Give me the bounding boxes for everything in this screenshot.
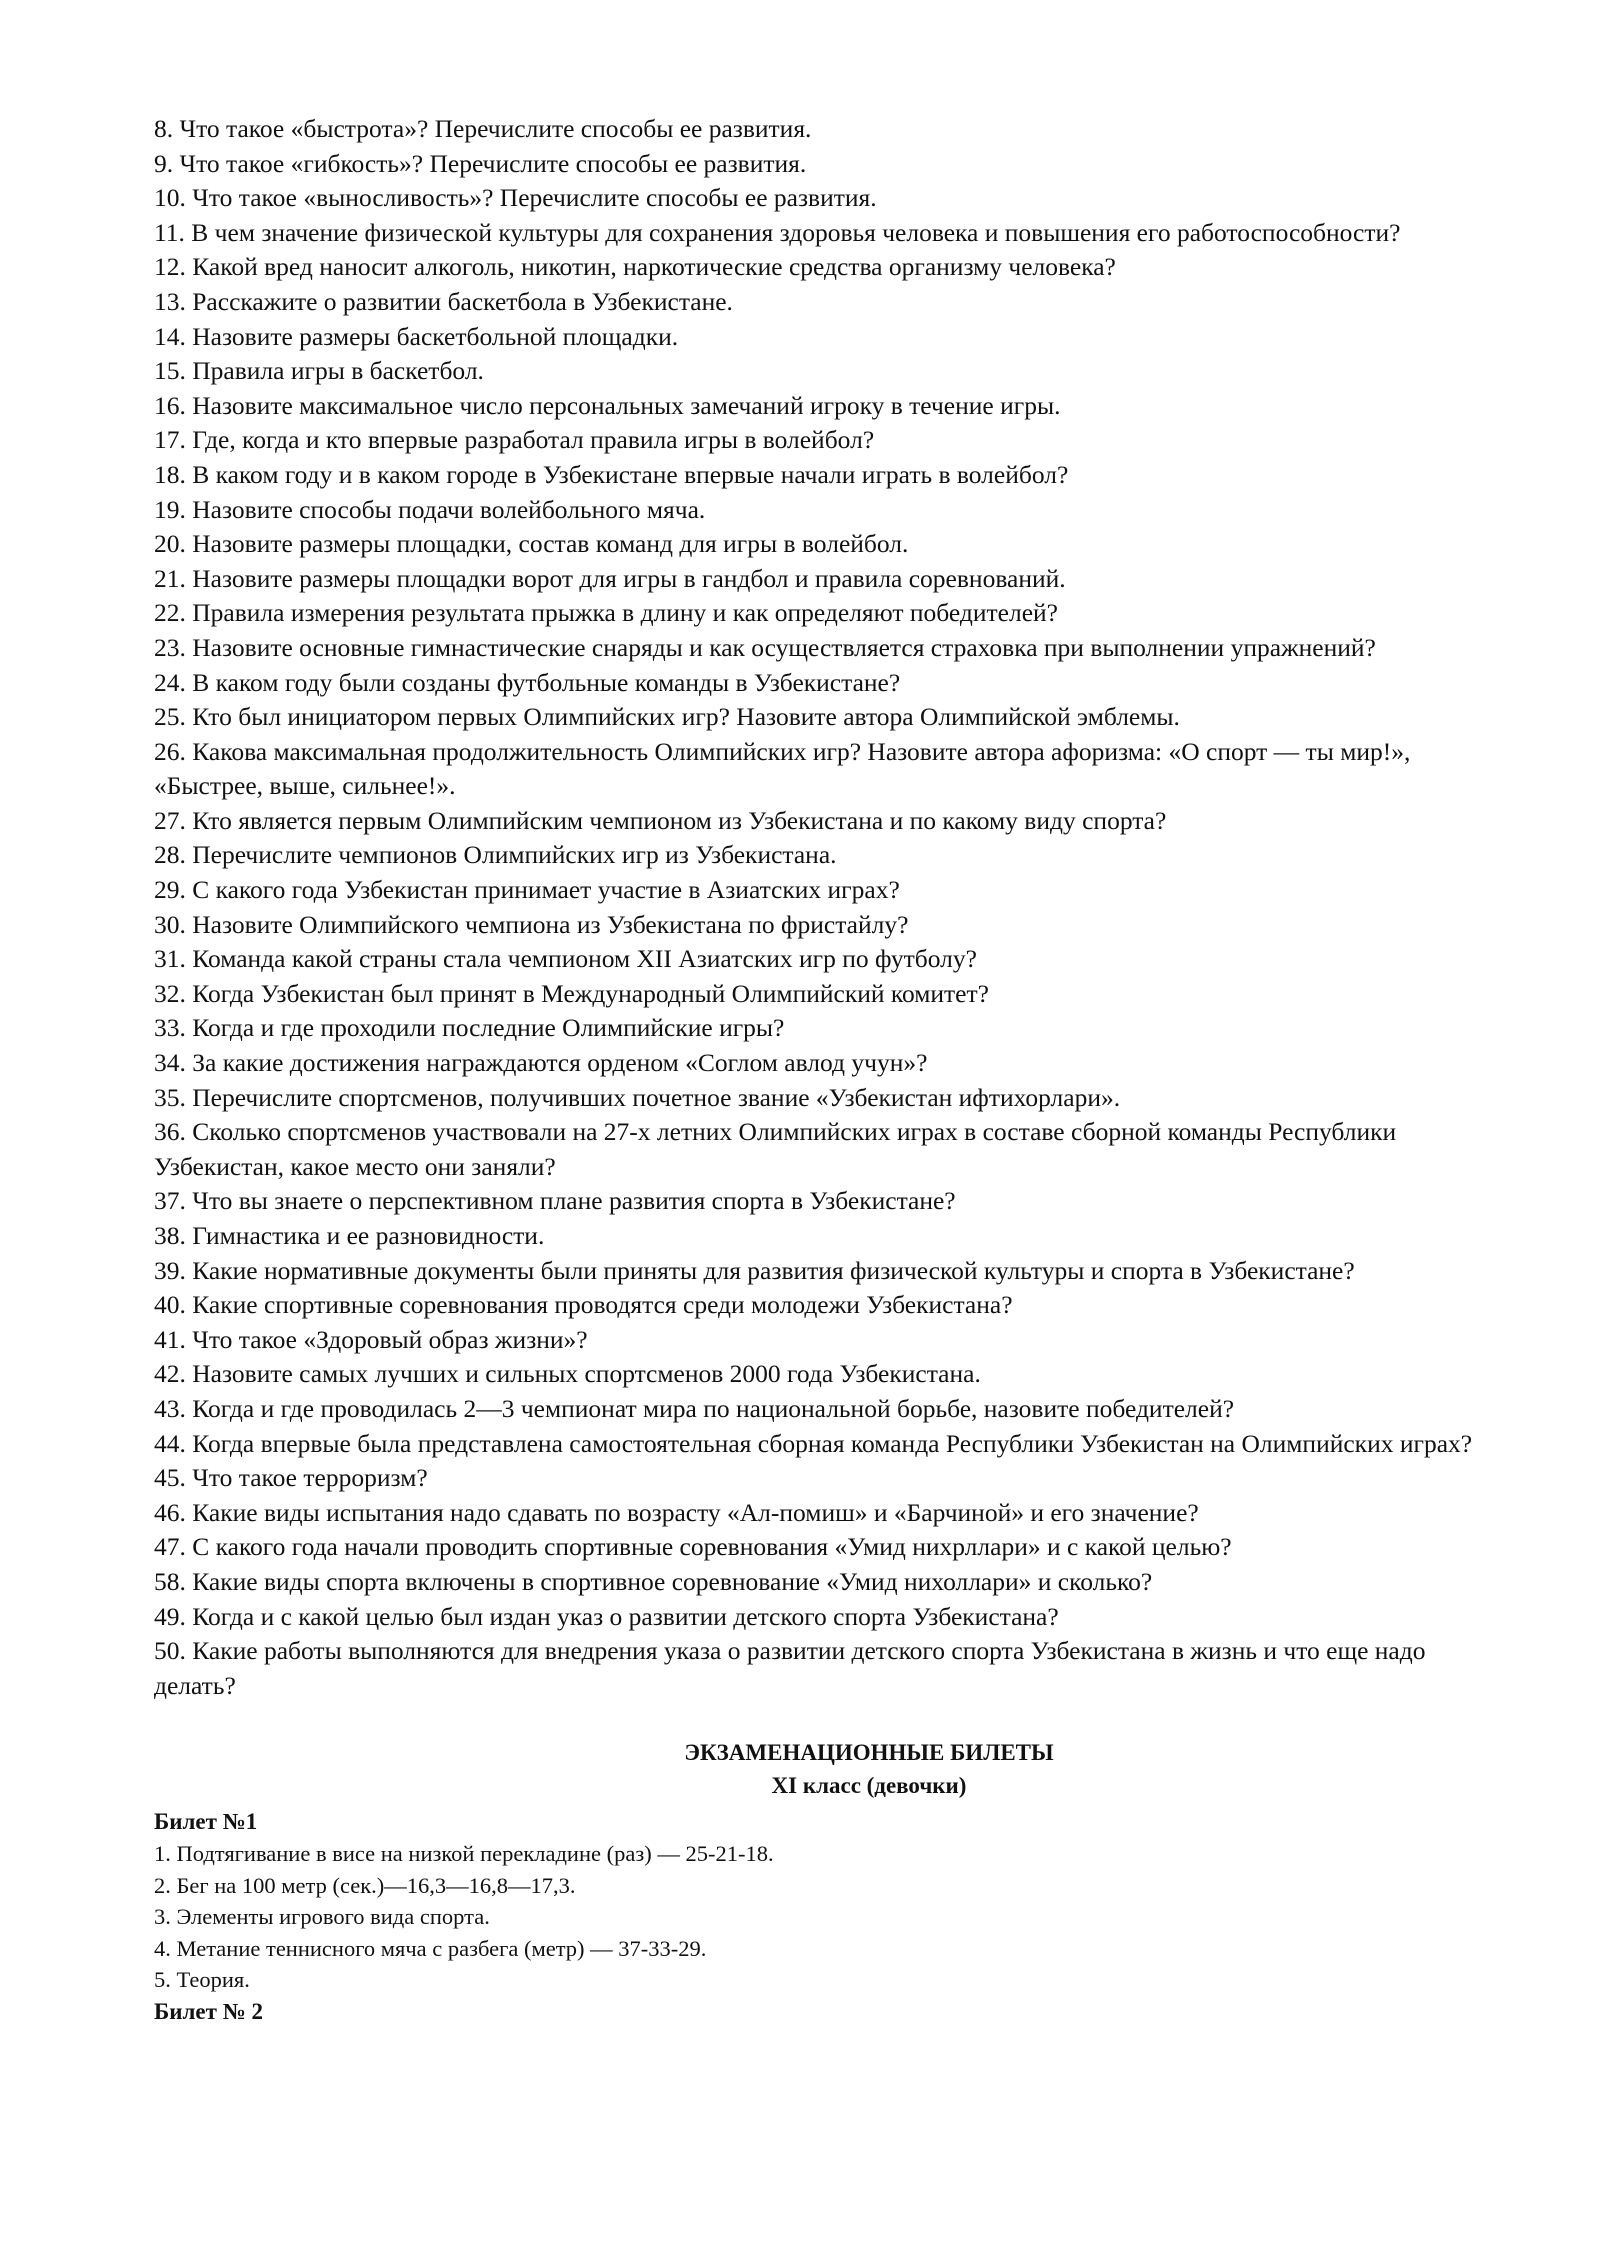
question-31: 31. Команда какой страны стала чемпионом XII Азиатских игр по футболу?: [154, 944, 977, 974]
ticket-1-title: Билет №1: [154, 1809, 258, 1835]
question-39: 39. Какие нормативные документы были приняты для развития физической культуры и спорта в Узбекистане?: [154, 1255, 1355, 1285]
question-13: 13. Расскажите о развитии баскетбола в Узбекистане.: [154, 286, 733, 316]
question-42: 42. Назовите самых лучших и сильных спортсменов 2000 года Узбекистана.: [154, 1359, 981, 1389]
question-58: 58. Какие виды спорта включены в спортивное соревнование «Умид нихоллари» и сколько?: [154, 1566, 1153, 1596]
question-45: 45. Что такое терроризм?: [154, 1463, 428, 1493]
question-23: 23. Назовите основные гимнастические снаряды и как осуществляется страховка при выполнении упражнений?: [154, 632, 1376, 662]
question-18: 18. В каком году и в каком городе в Узбекистане впервые начали играть в волейбол?: [154, 459, 1069, 489]
question-26: 26. Какова максимальная продолжительность Олимпийских игр? Назовите автора афоризма: «О спорт — ты мир!», «Быстрее, выше, сильнее!».: [154, 736, 1411, 801]
question-8: 8. Что такое «быстрота»? Перечислите способы ее развития.: [154, 114, 812, 143]
question-44: 44. Когда впервые была представлена самостоятельная сборная команда Республики Узбекистан на Олимпийских играх?: [154, 1428, 1473, 1458]
question-17: 17. Где, когда и кто впервые разработал правила игры в волейбол?: [154, 425, 875, 455]
question-38: 38. Гимнастика и ее разновидности.: [154, 1221, 545, 1250]
question-32: 32. Когда Узбекистан был принят в Международный Олимпийский комитет?: [154, 978, 989, 1008]
question-14: 14. Назовите размеры баскетбольной площадки.: [154, 321, 679, 351]
ticket-1-item: 2. Бег на 100 метр (сек.)—16,3—16,8—17,3.: [154, 1872, 576, 1898]
ticket-1-item: 5. Теория.: [154, 1967, 250, 1993]
question-10: 10. Что такое «выносливость»? Перечислите способы ее развития.: [154, 183, 877, 213]
question-35: 35. Перечислите спортсменов, получивших почетное звание «Узбекистан ифтихорлари».: [154, 1082, 1121, 1112]
question-9: 9. Что такое «гибкость»? Перечислите способы ее развития.: [154, 148, 807, 178]
question-21: 21. Назовите размеры площадки ворот для игры в гандбол и правила соревнований.: [154, 563, 1066, 593]
ticket-1-item: 3. Элементы игрового вида спорта.: [154, 1904, 490, 1930]
question-11: 11. В чем значение физической культуры для сохранения здоровья человека и повышения его работоспособности?: [154, 217, 1401, 247]
section-subtitle: XI класс (девочки): [771, 1773, 967, 1799]
question-24: 24. В каком году были созданы футбольные команды в Узбекистане?: [154, 667, 901, 697]
ticket-1-item: 4. Метание теннисного мяча с разбега (метр) — 37-33-29.: [154, 1935, 707, 1961]
ticket-2-title: Билет № 2: [154, 1998, 263, 2024]
question-28: 28. Перечислите чемпионов Олимпийских игр из Узбекистана.: [154, 840, 837, 870]
question-25: 25. Кто был инициатором первых Олимпийских игр? Назовите автора Олимпийской эмблемы.: [154, 702, 1180, 732]
question-40: 40. Какие спортивные соревнования проводятся среди молодежи Узбекистана?: [154, 1290, 1013, 1320]
question-47: 47. С какого года начали проводить спортивные соревнования «Умид нихрллари» и с какой целью?: [154, 1532, 1232, 1562]
question-27: 27. Кто является первым Олимпийским чемпионом из Узбекистана и по какому виду спорта?: [154, 805, 1167, 835]
question-43: 43. Когда и где проводилась 2—3 чемпионат мира по национальной борьбе, назовите победителей?: [154, 1393, 1235, 1423]
question-19: 19. Назовите способы подачи волейбольного мяча.: [154, 494, 706, 524]
question-16: 16. Назовите максимальное число персональных замечаний игроку в течение игры.: [154, 390, 1061, 420]
question-22: 22. Правила измерения результата прыжка в длину и как определяют победителей?: [154, 598, 1059, 628]
questions-list: [154, 112, 1474, 1703]
question-37: 37. Что вы знаете о перспективном плане развития спорта в Узбекистане?: [154, 1186, 956, 1216]
question-30: 30. Назовите Олимпийского чемпиона из Узбекистана по фристайлу?: [154, 909, 909, 939]
question-20: 20. Назовите размеры площадки, состав команд для игры в волейбол.: [154, 529, 909, 559]
ticket-1-items: [154, 1838, 1474, 1996]
question-15: 15. Правила игры в баскетбол.: [154, 356, 484, 386]
question-50: 50. Какие работы выполняются для внедрения указа о развитии детского спорта Узбекистана в жизнь и что еще надо делать?: [154, 1636, 1426, 1700]
question-12: 12. Какой вред наносит алкоголь, никотин, наркотические средства организму человека?: [154, 252, 1116, 282]
question-49: 49. Когда и с какой целью был издан указ о развитии детского спорта Узбекистана?: [154, 1601, 1059, 1631]
question-46: 46. Какие виды испытания надо сдавать по возрасту «Ал-помиш» и «Барчиной» и его значение?: [154, 1497, 1199, 1527]
question-33: 33. Когда и где проходили последние Олимпийские игры?: [154, 1013, 785, 1043]
question-34: 34. За какие достижения награждаются орденом «Соглом авлод учун»?: [154, 1048, 928, 1078]
question-29: 29. С какого года Узбекистан принимает участие в Азиатских играх?: [154, 875, 900, 905]
question-41: 41. Что такое «Здоровый образ жизни»?: [154, 1324, 588, 1354]
section-title: ЭКЗАМЕНАЦИОННЫЕ БИЛЕТЫ: [684, 1740, 1054, 1766]
ticket-1-item: 1. Подтягивание в висе на низкой перекладине (раз) — 25-21-18.: [154, 1841, 774, 1867]
document-page: [154, 112, 1474, 2028]
question-36: 36. Сколько спортсменов участвовали на 27-х летних Олимпийских играх в составе сборной команды Республики Узбекистан, какое место они заняли?: [154, 1117, 1397, 1181]
